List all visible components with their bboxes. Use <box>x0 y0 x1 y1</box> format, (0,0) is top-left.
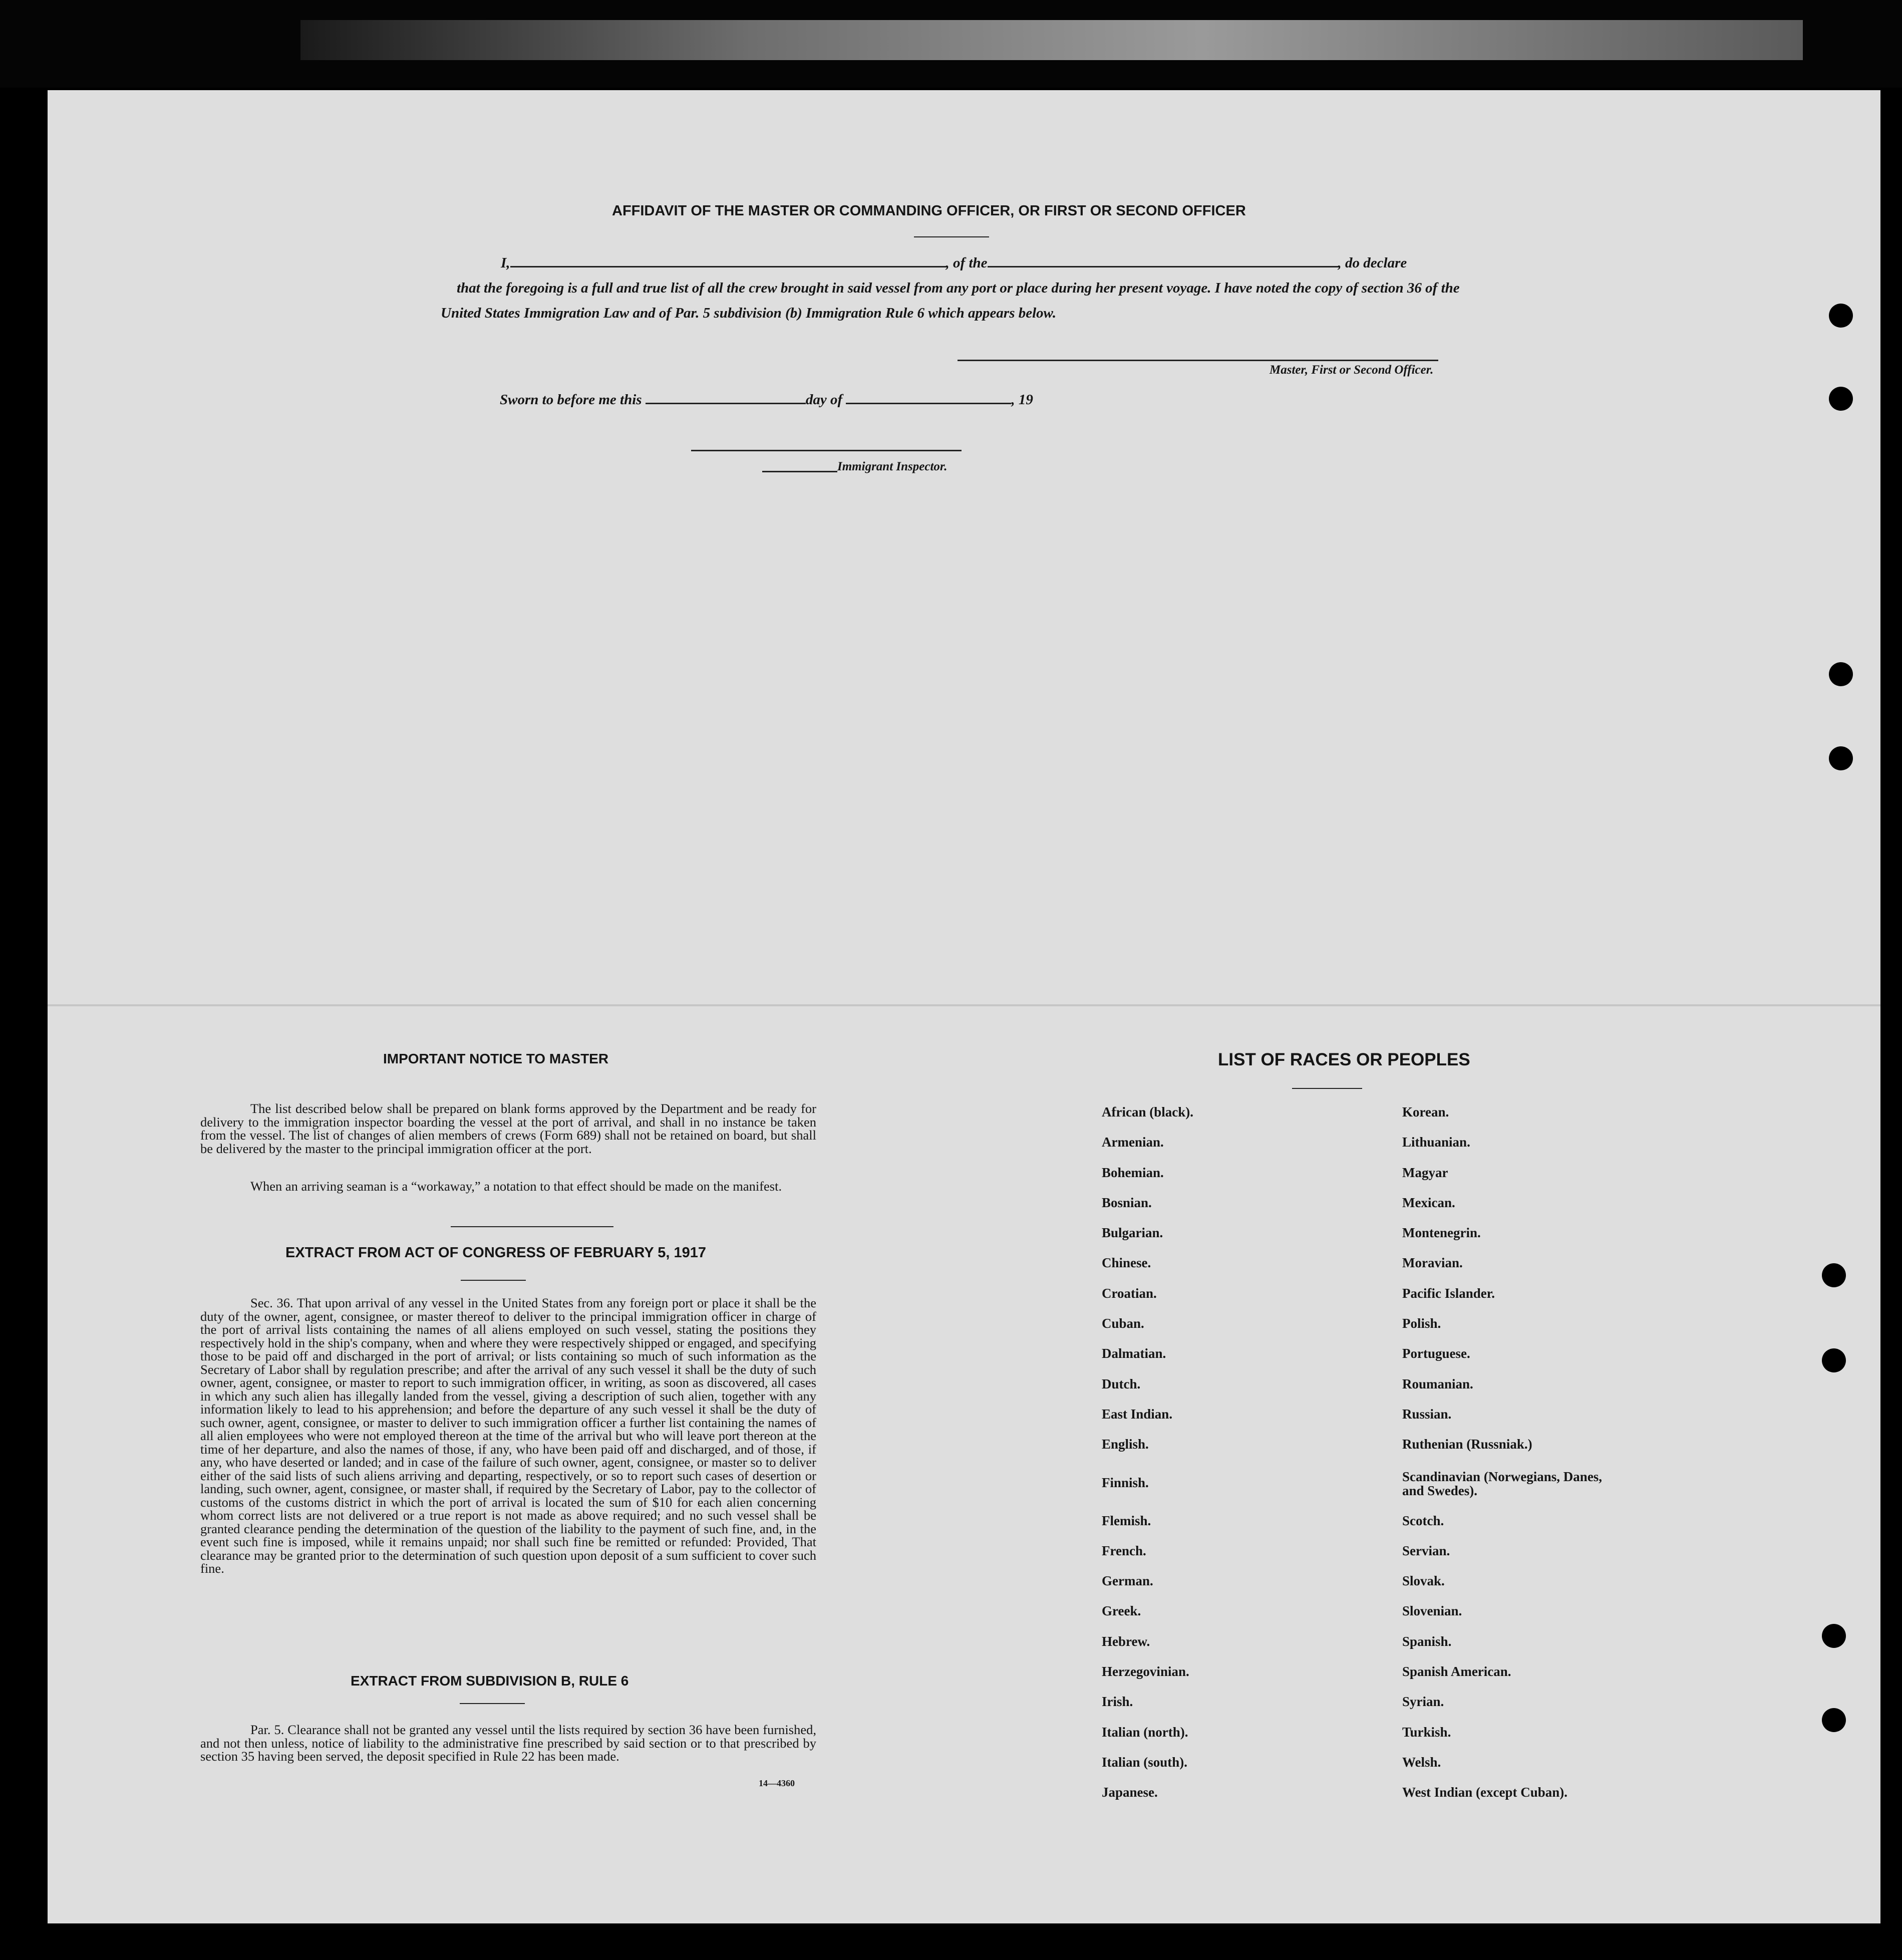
list-item: Syrian. <box>1402 1694 1444 1710</box>
year-label: , 19 <box>1011 392 1033 408</box>
list-item: Russian. <box>1402 1406 1452 1422</box>
notice-title: IMPORTANT NOTICE TO MASTER <box>383 1051 609 1066</box>
notice-para-1: The list described below shall be prepared on blank forms approved by the Department and be ready for delivery to the immigration inspector boarding the vessel at the port of arrival, and shall in no instance be taken from the vessel. The list of changes of alien members of crews (Form 689) shall not be retained on board, but shall be delivered by the master to the principal immigration officer at the port. <box>200 1101 816 1156</box>
punch-hole <box>1829 746 1853 770</box>
day-of-label: day of <box>805 392 843 408</box>
list-item: Welsh. <box>1402 1754 1441 1770</box>
list-item: Italian (north). <box>1102 1724 1188 1740</box>
list-item: Finnish. <box>1102 1475 1149 1490</box>
list-item: English. <box>1102 1437 1149 1452</box>
list-item: Italian (south). <box>1102 1754 1188 1770</box>
sworn-line <box>500 391 1033 408</box>
sworn-day-field[interactable] <box>646 391 806 404</box>
list-item: Korean. <box>1402 1104 1449 1119</box>
list-item: Herzegovinian. <box>1102 1664 1189 1679</box>
punch-hole <box>1829 304 1853 328</box>
list-item: Greek. <box>1102 1603 1141 1619</box>
list-item: Japanese. <box>1102 1785 1158 1800</box>
list-item: Chinese. <box>1102 1255 1151 1271</box>
list-item: Bohemian. <box>1102 1165 1164 1180</box>
list-item: Moravian. <box>1402 1255 1463 1271</box>
inspector-label: Immigrant Inspector. <box>837 460 947 473</box>
do-declare-label: , do declare <box>1338 255 1407 271</box>
vessel-field[interactable] <box>988 254 1338 267</box>
list-item: Slovenian. <box>1402 1603 1462 1619</box>
form-code: 14—4360 <box>759 1778 795 1788</box>
master-signature-line[interactable] <box>958 360 1438 361</box>
extract-act-text: Sec. 36. That upon arrival of any vessel in the United States from any foreign port or place it shall be the duty of the owner, agent, consignee, or master thereof to deliver to the principal immigration officer in charge of the port of arrival lists containing the names of all aliens employed on such vessel, stating the positions they respectively hold in the ship's company, when and where they were respectively shipped or engaged, and specifying those to be paid off and discharged in the port of arrival; or lists containing so much of such information as the Secretary of Labor shall by regulation prescribe; and after the arrival of any such vessel it shall be the duty of such owner, agent, consignee, or master to report to such immigration officer, in writing, as soon as discovered, all cases in which any such alien has illegally landed from the vessel, giving a description of such alien, together with any information likely to lead to his apprehension; and before the departure of any such vessel it shall be the duty of such owner, agent, consignee, or master to deliver to such immigration officer a further list containing the names of all alien employees who were not employed thereon at the time of the arrival but who will leave port thereon at the time of her departure, and also the names of those, if any, who have been paid off and discharged, and of those, if any, who have deserted or landed; and in case of the failure of such owner, agent, consignee, or master so to deliver either of the said lists of such aliens arriving and departing, respectively, or so to report such cases of desertion or landing, such owner, agent, consignee, or master shall, if required by the Secretary of Labor, pay to the collector of customs of the customs district in which the port of arrival is located the sum of $10 for each alien concerning whom correct lists are not delivered or a true report is not made as above required; and no such vessel shall be granted clearance pending the determination of the question of the liability to the payment of such fine, and, in the event such fine is imposed, while it remains unpaid; nor shall such fine be remitted or refunded: Provided, That clearance may be granted prior to the determination of such question upon deposit of a sum sufficient to cover such fine. <box>200 1295 816 1576</box>
page-fold-line <box>48 1004 1880 1006</box>
sworn-label: Sworn to before me this <box>500 392 642 408</box>
master-signature-label: Master, First or Second Officer. <box>1270 363 1434 377</box>
list-item: Bulgarian. <box>1102 1225 1163 1241</box>
extract-rule-title: EXTRACT FROM SUBDIVISION B, RULE 6 <box>351 1673 629 1689</box>
sworn-month-field[interactable] <box>846 391 1011 404</box>
of-the-label: , of the <box>945 255 988 271</box>
title-underline <box>1292 1088 1362 1089</box>
list-item: Slovak. <box>1402 1573 1445 1589</box>
list-item: East Indian. <box>1102 1406 1173 1422</box>
title-underline <box>914 236 989 237</box>
races-title: LIST OF RACES OR PEOPLES <box>1218 1050 1470 1069</box>
list-item: Armenian. <box>1102 1135 1164 1150</box>
notice-para-2: When an arriving seaman is a “workaway,” a notation to that effect should be made on the manifest. <box>250 1179 782 1194</box>
list-item: Turkish. <box>1402 1724 1451 1740</box>
affidavit-statement: that the foregoing is a full and true list of all the crew brought in said vessel from any port or place during her present voyage. I have noted the copy of section 36 of the United States Immigration Law and of Par. 5 subdivision (b) Immigration Rule 6 which appears below. <box>441 280 1460 321</box>
list-item: Bosnian. <box>1102 1195 1152 1210</box>
races-right-column <box>1402 1097 1623 1808</box>
list-item: Portuguese. <box>1402 1346 1470 1361</box>
scan-strip <box>300 20 1803 60</box>
list-item: Scotch. <box>1402 1513 1444 1528</box>
punch-hole <box>1822 1263 1846 1287</box>
punch-hole <box>1822 1708 1846 1732</box>
list-item: German. <box>1102 1573 1153 1589</box>
inspector-short-line <box>762 471 837 472</box>
list-item: Croatian. <box>1102 1285 1157 1301</box>
punch-hole <box>1829 662 1853 686</box>
extract-rule-text: Par. 5. Clearance shall not be granted any vessel until the lists required by section 36 have been furnished, and not then unless, notice of liability to the administrative fine prescribed by said section or to that prescribed by section 35 having been served, the deposit specified in Rule 22 has been made. <box>200 1722 816 1764</box>
title-underline <box>461 1280 526 1281</box>
section-divider <box>451 1226 613 1227</box>
list-item: Lithuanian. <box>1402 1135 1470 1150</box>
list-item: Pacific Islander. <box>1402 1285 1495 1301</box>
list-item: African (black). <box>1102 1104 1193 1119</box>
list-item: West Indian (except Cuban). <box>1402 1785 1568 1800</box>
punch-hole <box>1822 1624 1846 1648</box>
punch-hole <box>1829 387 1853 411</box>
list-item: Flemish. <box>1102 1513 1151 1528</box>
i-label: I, <box>501 255 510 271</box>
list-item: Montenegrin. <box>1402 1225 1481 1241</box>
list-item: French. <box>1102 1543 1146 1558</box>
name-field[interactable] <box>510 254 946 267</box>
list-item: Mexican. <box>1402 1195 1455 1210</box>
list-item: Magyar <box>1402 1165 1448 1180</box>
list-item: Dalmatian. <box>1102 1346 1166 1361</box>
list-item: Irish. <box>1102 1694 1133 1710</box>
list-item: Polish. <box>1402 1316 1441 1331</box>
races-left-column <box>1102 1097 1402 1808</box>
title-underline <box>460 1703 525 1704</box>
list-item: Roumanian. <box>1402 1376 1473 1391</box>
punch-hole <box>1822 1348 1846 1372</box>
list-item: Ruthenian (Russniak.) <box>1402 1437 1532 1452</box>
list-item: Spanish American. <box>1402 1664 1511 1679</box>
list-item: Scandinavian (Norwegians, Danes, and Swedes). <box>1402 1469 1603 1498</box>
list-item: Hebrew. <box>1102 1633 1150 1649</box>
list-item: Spanish. <box>1402 1633 1452 1649</box>
list-item: Servian. <box>1402 1543 1450 1558</box>
list-item: Dutch. <box>1102 1376 1141 1391</box>
affidavit-body <box>441 250 1472 326</box>
extract-act-title: EXTRACT FROM ACT OF CONGRESS OF FEBRUARY 5, 1917 <box>285 1245 707 1261</box>
affidavit-title: AFFIDAVIT OF THE MASTER OR COMMANDING OFFICER, OR FIRST OR SECOND OFFICER <box>612 203 1246 219</box>
inspector-signature-line[interactable] <box>691 450 962 451</box>
list-item: Cuban. <box>1102 1316 1144 1331</box>
